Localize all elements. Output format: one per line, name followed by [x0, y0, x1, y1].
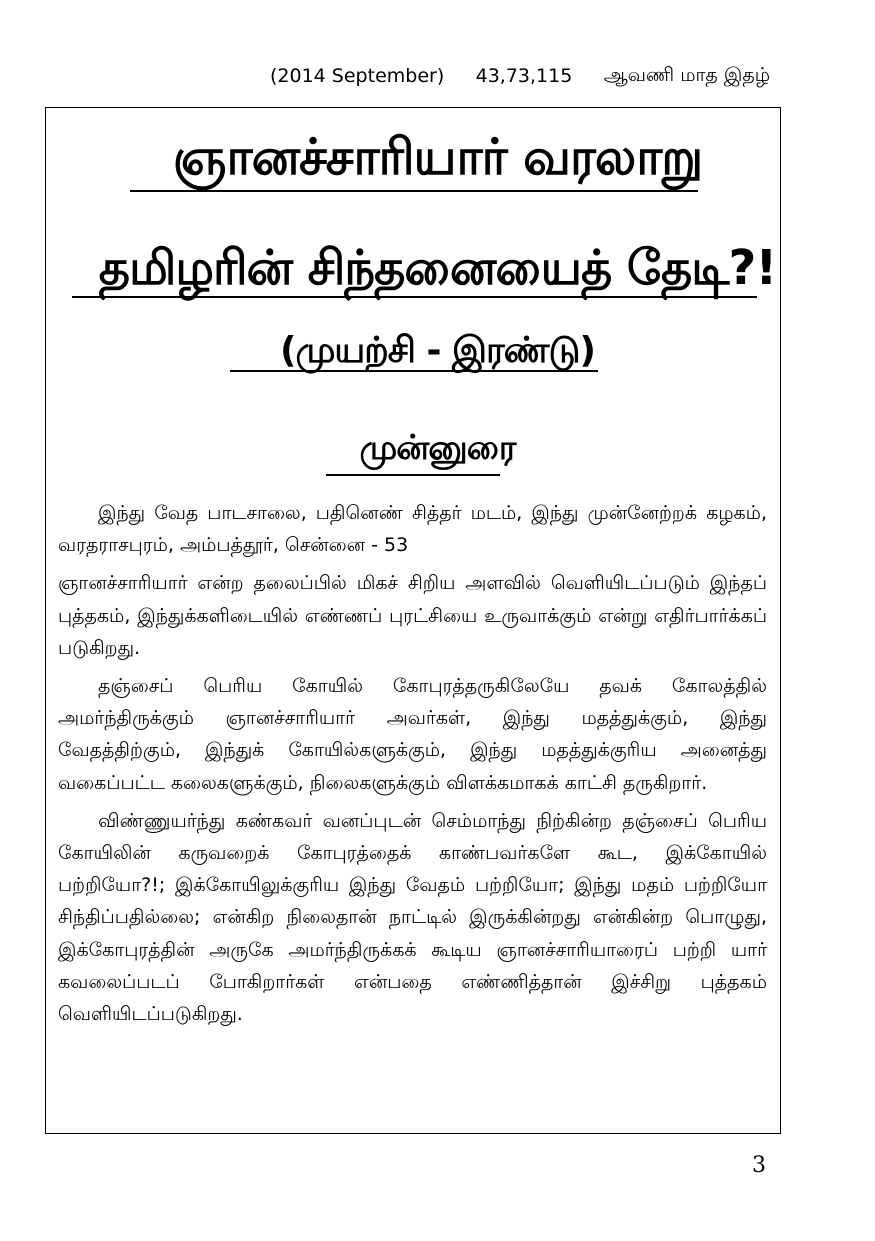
page-header	[270, 62, 770, 90]
paragraph: இந்து வேத பாடசாலை, பதினெண் சித்தர் மடம், இந்து முன்னேற்றக் கழகம், வரதராசபுரம், அம்பத்தூர், சென்னை - 53	[58, 502, 767, 557]
sub-title: தமிழரின் சிந்தனையைத் தேடி?!	[98, 240, 777, 296]
sub-title-underline	[72, 296, 757, 298]
section-heading-underline	[326, 474, 500, 476]
issue-month-label: ஆவணி மாத இதழ்	[603, 63, 770, 86]
main-title-underline	[130, 190, 698, 192]
page-number: 3	[752, 1153, 766, 1178]
issue-date: (2014 September)	[270, 65, 445, 87]
paragraph: தஞ்சைப் பெரிய கோயில் கோபுரத்தருகிலேயே தவக் கோலத்தில் அமர்ந்திருக்கும் ஞானச்சாரியார் அவர்கள், இந்து மதத்துக்கும், இந்து வேதத்திற்கும், இந்துக் கோயில்களுக்கும், இந்து மதத்துக்குரிய அனைத்து வகைப்பட்ட கலைகளுக்கும், நிலைகளுக்கும் விளக்கமாகக் காட்சி தருகிறார்.	[58, 675, 767, 794]
part-title: (முயற்சி - இரண்டு)	[279, 330, 595, 371]
main-title: ஞானச்சாரியார் வரலாறு	[172, 128, 703, 186]
issue-number: 43,73,115	[475, 65, 573, 87]
paragraph: விண்ணுயர்ந்து கண்கவர் வனப்புடன் செம்மாந்து நிற்கின்ற தஞ்சைப் பெரிய கோயிலின் கருவறைக் கோபுரத்தைக் காண்பவர்களே கூட, இக்கோயில் பற்றியோ?!; இக்கோயிலுக்குரிய இந்து வேதம் பற்றியோ; இந்து மதம் பற்றியோ சிந்திப்பதில்லை; என்கிற நிலைதான் நாட்டில் இருக்கின்றது என்கின்ற பொழுது, இக்கோபுரத்தின் அருகே அமர்ந்திருக்கக் கூடிய ஞானச்சாரியாரைப் பற்றி யார் கவலைப்படப் போகிறார்கள் என்பதை எண்ணித்தான் இச்சிறு புத்தகம் வெளியிடப்படுகிறது.	[58, 809, 767, 1026]
paragraph: ஞானச்சாரியார் என்ற தலைப்பில் மிகச் சிறிய அளவில் வெளியிடப்படும் இந்தப் புத்தகம், இந்துக்களிடையில் எண்ணப் புரட்சியை உருவாக்கும் என்று எதிர்பார்க்கப் படுகிறது.	[58, 572, 767, 659]
section-heading: முன்னுரை	[359, 428, 516, 468]
part-title-underline	[230, 370, 598, 372]
body-text	[58, 497, 767, 1036]
